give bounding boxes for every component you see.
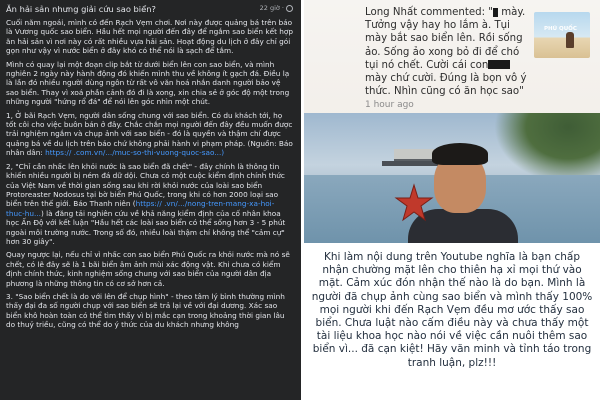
- source-link[interactable]: https:// .vn/.../nong-tren-mang-xa-hoi-thuc-hu...: [6, 199, 275, 218]
- redaction-bar: [488, 60, 510, 69]
- post-paragraph: Quay ngược lại, nếu chỉ vì nhấc con sao biển Phú Quốc ra khỏi nước mà nó sẽ chết, có lẽ đây sẽ là 1 bãi biển âm ảnh mùi xác động vật. Khi chưa có kiểm định chính thức, kinh nghiệm sống chung với sao biển của người dân địa phương là những thông tin có cơ sở hơn cả.: [6, 250, 290, 288]
- trees: [494, 113, 600, 183]
- post-paragraph: 3. "Sao biển chết là do với lên để chụp hình" - theo tâm lý bình thường mình thấy đại đa số người chụp với sao biển sẽ trả lại về với đại dương. Xác sao biển khô hoàn toàn có thể tìm thấy vì bị mắc cạn trong khoảng thời gian lâu do thuỷ triều, cũng có thể do ý thức của du khách nhưng không: [6, 291, 285, 330]
- notification-content: [365, 6, 535, 110]
- starfish-icon: [394, 183, 434, 223]
- comment-timestamp: 1 hour ago: [365, 100, 414, 111]
- post-timestamp: 22 giờ ·: [259, 4, 284, 12]
- post-body: [6, 18, 293, 330]
- comment-body: mày chứ cười. Đúng là bọn vô ý thức. Nhìn cũng có ăn học sao: [365, 73, 527, 98]
- post-text: ) là đăng tải nghiên cứu về khả năng kiểm định của cố nhân khoa học Ấn Độ với kết luận "Hầu hết các loài sao biển có thể sống hơn 3 - 5 phút ngoài môi trường nước. Trong số đó, nhiều loài thậm chí không thể "cảm cự" hơn 30 giây".: [6, 208, 286, 246]
- post-paragraph: Cuối năm ngoái, mình có đến Rạch Vẹm chơi. Nơi này được quảng bá trên báo là Vương quốc sao biển. Hầu hết mọi người đến đây để ngắm sao biển kết hợp ăn hải sản vì nơi này có rất nhiều vựa hải sản. Hoạt động du lịch ở đây chỉ gói gọn như vậy vì nước biển ở đây khó có thể nói là sạch để tắm.: [6, 18, 293, 56]
- comment-verb: commented:: [420, 7, 486, 18]
- post-text: 2, "Chỉ cần nhấc lên khỏi nước là sao biển đã chết" - đây chính là thông tin khiến nhiều người bị ném đá dữ dội. Chưa có một cuộc kiểm định chính thức của Việt Nam về thời gian sống sau khi rời khỏi nước của loài sao biển Protoreaster Nodosus tại bờ biển Phú Quốc, trong khi có hơn 2000 loại sao biển trên thế giới. Báo Thanh niên (: [6, 161, 285, 209]
- comment-author[interactable]: Long Nhất: [365, 7, 418, 18]
- beach-photo: [304, 113, 600, 243]
- comment-notification: [304, 0, 600, 243]
- comment-quote: ": [488, 7, 493, 18]
- source-link[interactable]: https:// .com.vn/.../muc-so-thi-vuong-quoc-sao...): [45, 148, 225, 158]
- man-hair: [432, 143, 488, 165]
- thumbnail-person: [566, 32, 574, 48]
- globe-icon: [286, 5, 293, 12]
- post-text: 1, Ở bãi Rạch Vẹm, người dân sống chung với sao biển. Có du khách tới, họ tốt côi cho việc buôn bán ở đây. Chắc chắn mọi người đến đây đều muốn được trải nghiệm ngắm và chụp ảnh với sao biển - đó là quyền và thậm chí được quảng bá về du lịch trên báo chứ không phải hành vi phạm pháp. (Nguồn: Báo nhân dân:: [6, 110, 293, 158]
- comment-text: [365, 6, 535, 98]
- post-title: Ăn hải sản nhưng giải cứu sao biển?: [6, 4, 156, 14]
- caption-text: Khi làm nội dung trên Youtube nghĩa là bạn chấp nhận chường mặt lên cho thiên hạ xỉ mọi thứ vào mặt. Cảm xúc đón nhận thế nào là do bạn. Mình là người đã chụp ảnh cùng sao biển và mình thấy 100% mọi người khi đến Rạch Vẹm đều mơ ước thấy sao biển. Chưa luật nào cấm điều này và chưa thấy một tài liệu khoa học nào nói về việc cần nuôi thêm sao biển vì... đã cạn kiệt! Hãy văn minh và tỉnh táo trong tranh luận, plz!!!: [311, 251, 593, 369]
- comment-quote: ": [519, 86, 524, 98]
- post-paragraph: Mình có quay lại một đoạn clip bắt từ dưới biển lên con sao biển, và mình nghiên 2 ngày này hành động đó khiến mình thu về không ít gạch đá. Điều lạ là lần đó nhiều người dùng ngôn từ rất vô văn hoá nhắn danh người bảo vệ sao biển. Thay vì xoá phần cảnh đó đi là xong, xin chia sẻ ở góc độ một trong những người "hứng rổ đá" để nói lên góc nhìn một chút.: [6, 59, 290, 107]
- post-paragraph: [6, 111, 293, 158]
- right-panel: [304, 0, 600, 400]
- comment-body: mày. Tưởng vậy hay ho lắm à. Tụi mày bắt sao biển lên. Rồi sống ảo. Sống ảo xong bỏ đi để chó tụi nó chết. Cười cái con: [365, 7, 526, 71]
- caption-box: [304, 243, 600, 400]
- pier-roof: [394, 149, 434, 161]
- video-thumbnail[interactable]: [534, 12, 590, 58]
- post-paragraph: [6, 162, 293, 247]
- thumbnail-label: PHÚ QUỐC: [544, 26, 577, 32]
